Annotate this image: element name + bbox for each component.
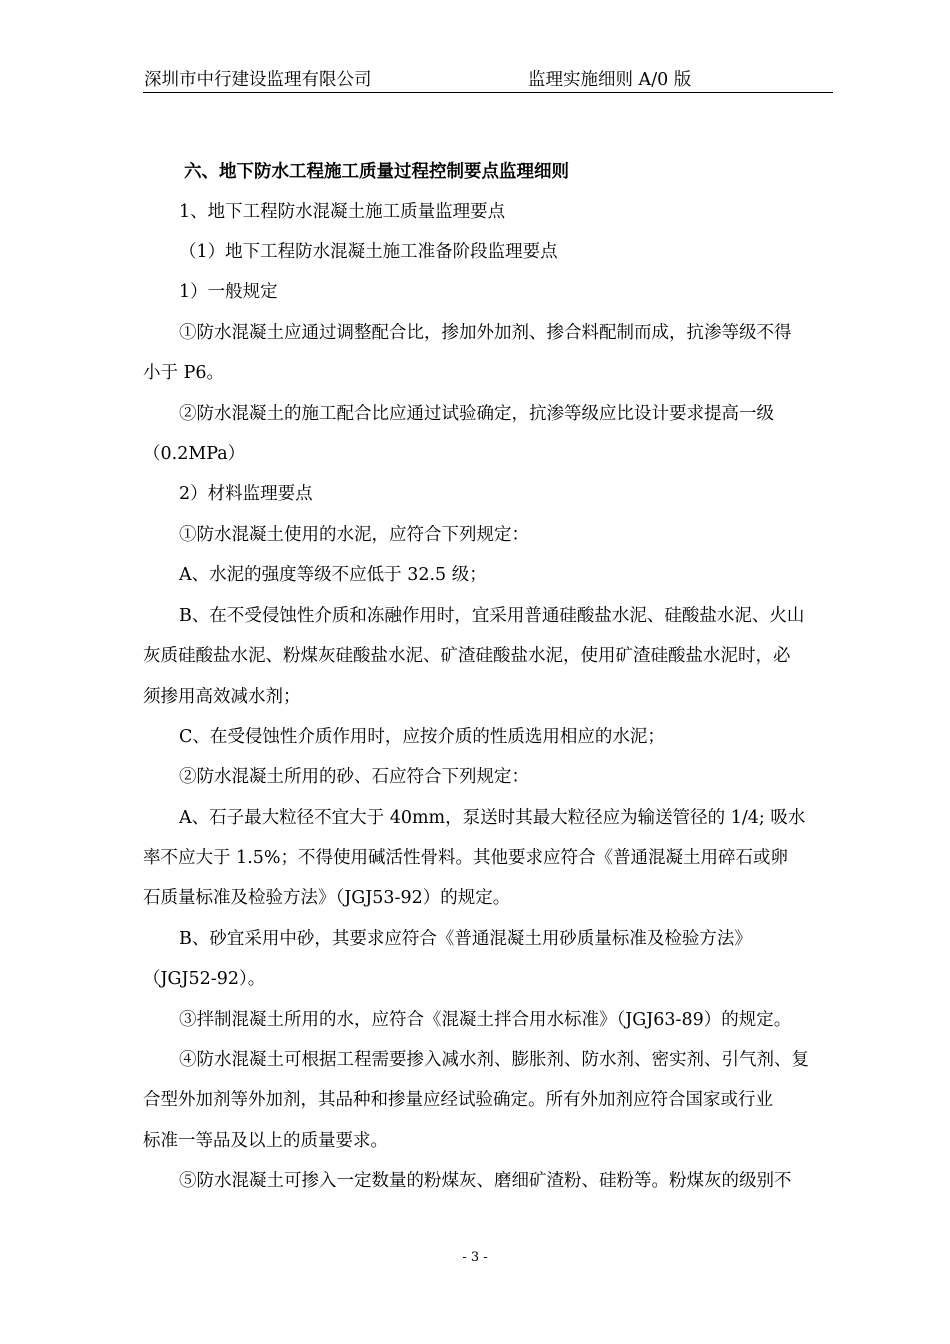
paragraph: ③拌制混凝土所用的水，应符合《混凝土拌合用水标准》（JGJ63-89）的规定。 — [179, 1010, 792, 1030]
page-number: - 3 - — [462, 1250, 488, 1265]
header-company: 深圳市中行建设监理有限公司 — [144, 70, 372, 90]
paragraph: ④防水混凝土可根据工程需要掺入减水剂、膨胀剂、防水剂、密实剂、引气剂、复 — [179, 1050, 809, 1070]
paragraph: （JGJ52-92）。 — [143, 969, 266, 989]
paragraph: B、砂宜采用中砂，其要求应符合《普通混凝土用砂质量标准及检验方法》 — [179, 929, 752, 949]
paragraph: 2）材料监理要点 — [179, 484, 313, 504]
paragraph: ②防水混凝土的施工配合比应通过试验确定，抗渗等级应比设计要求提高一级 — [179, 404, 774, 424]
paragraph: （1）地下工程防水混凝土施工准备阶段监理要点 — [179, 242, 558, 262]
paragraph: ①防水混凝土应通过调整配合比，掺加外加剂、掺合料配制而成，抗渗等级不得 — [179, 323, 792, 343]
section-title: 六、地下防水工程施工质量过程控制要点监理细则 — [184, 162, 569, 182]
paragraph: ①防水混凝土使用的水泥，应符合下列规定： — [179, 525, 529, 545]
paragraph: A、石子最大粒径不宜大于 40mm，泵送时其最大粒径应为输送管径的 1/4; 吸水 — [179, 808, 806, 828]
paragraph: 小于 P6。 — [143, 363, 224, 383]
paragraph: B、在不受侵蚀性介质和冻融作用时，宜采用普通硅酸盐水泥、硅酸盐水泥、火山 — [179, 606, 805, 626]
paragraph: ②防水混凝土所用的砂、石应符合下列规定： — [179, 767, 529, 787]
paragraph: 1、地下工程防水混凝土施工质量监理要点 — [179, 202, 506, 222]
paragraph: 灰质硅酸盐水泥、粉煤灰硅酸盐水泥、矿渣硅酸盐水泥，使用矿渣硅酸盐水泥时，必 — [143, 646, 791, 666]
page-header — [143, 62, 833, 93]
paragraph: 率不应大于 1.5%；不得使用碱活性骨料。其他要求应符合《普通混凝土用碎石或卵 — [143, 848, 789, 868]
paragraph: 石质量标准及检验方法》（JGJ53-92）的规定。 — [143, 888, 511, 908]
paragraph: C、在受侵蚀性介质作用时，应按介质的性质选用相应的水泥； — [179, 727, 665, 747]
paragraph: 须掺用高效减水剂； — [143, 687, 301, 707]
header-doc-title: 监理实施细则 A/0 版 — [528, 70, 692, 90]
paragraph: A、水泥的强度等级不应低于 32.5 级； — [179, 565, 487, 585]
paragraph: 合型外加剂等外加剂，其品种和掺量应经试验确定。所有外加剂应符合国家或行业 — [143, 1090, 773, 1110]
paragraph: 标准一等品及以上的质量要求。 — [143, 1131, 388, 1151]
paragraph: ⑤防水混凝土可掺入一定数量的粉煤灰、磨细矿渣粉、硅粉等。粉煤灰的级别不 — [179, 1171, 792, 1191]
paragraph: 1）一般规定 — [179, 282, 278, 302]
paragraph: （0.2MPa） — [143, 444, 246, 464]
